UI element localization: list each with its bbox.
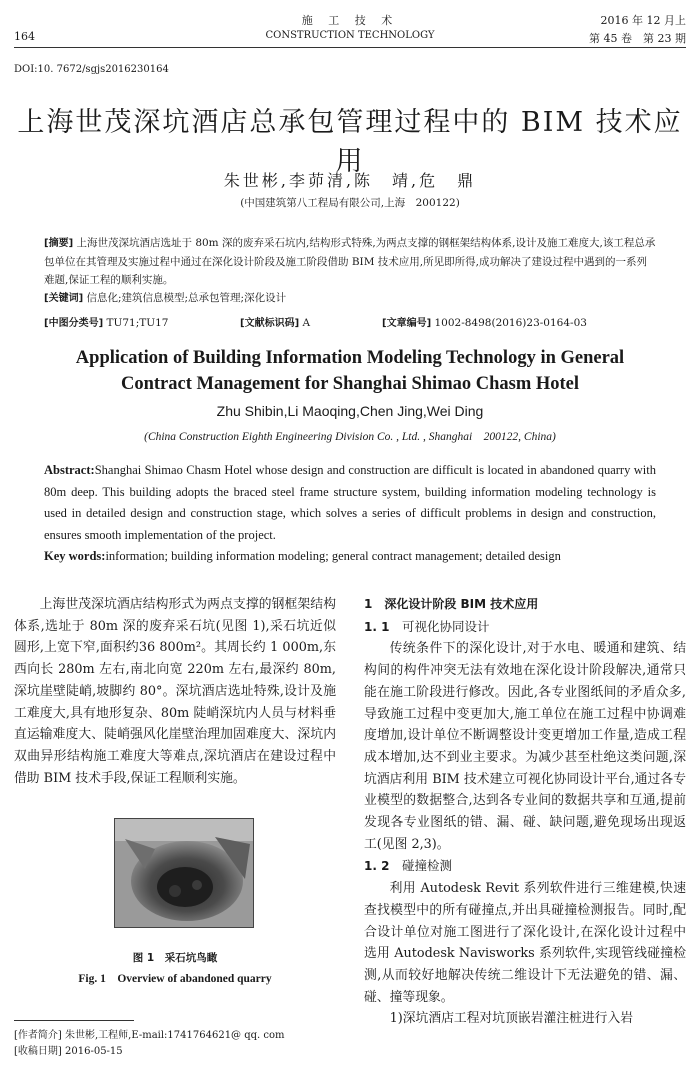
clc-code: [中图分类号] TU71;TU17: [44, 317, 169, 329]
paper-title: 上海世茂深坑酒店总承包管理过程中的 BIM 技术应用: [17, 107, 683, 177]
subsection-1-1-heading: 1. 1 可视化协同设计: [364, 618, 490, 634]
page-number: 164: [14, 30, 35, 43]
quarry-photo-illustration: [115, 819, 254, 928]
journal-name-cn: 施 工 技 术: [301, 14, 399, 27]
figure-caption-en: Fig. 1 Overview of abandoned quarry: [78, 973, 272, 985]
subsection-1-2-heading: 1. 2 碰撞检测: [364, 858, 452, 874]
document-code: [文献标识码] A: [240, 317, 311, 329]
footnote-divider: [14, 1020, 134, 1021]
footnote-author: [作者简介] 朱世彬,工程师,E-mail:1741764621@ qq. com: [14, 1030, 285, 1041]
journal-name-en: CONSTRUCTION TECHNOLOGY: [265, 30, 435, 41]
abstract-en-text: Shanghai Shimao Chasm Hotel whose design and construction are difficult is located in abandoned quarry with 80m deep. This building adopts the braced steel frame structure system, building information modeling technology is used in detailed design and construction stage, which solves a series of difficult problems in design and construction, ensures smooth implementation of the project.: [44, 463, 656, 542]
authors-en: Zhu Shibin,Li Maoqing,Chen Jing,Wei Ding: [216, 403, 484, 419]
footnote-received: [收稿日期] 2016-05-15: [14, 1046, 123, 1057]
quarry-aerial-photo: [114, 818, 254, 928]
figure-caption-cn: 图 1 采石坑鸟瞰: [132, 952, 218, 964]
affiliation-en: (China Construction Eighth Engineering Division Co. , Ltd. , Shanghai 200122, China): [144, 431, 556, 443]
paper-title-en: Application of Building Information Modeling Technology in General Contract Management for Shanghai Shimao Chasm Hotel: [75, 348, 625, 394]
article-number: [文章编号] 1002-8498(2016)23-0164-03: [382, 317, 587, 329]
abstract-en-label: Abstract:: [44, 463, 95, 477]
doi: DOI:10. 7672/sgjs2016230164: [14, 64, 169, 75]
keywords-en-text: information; building information modeling; general contract management; detailed design: [105, 549, 561, 563]
keywords-cn-text: 信息化;建筑信息模型;总承包管理;深化设计: [86, 292, 287, 304]
subsection-1-2-paragraph: 利用 Autodesk Revit 系列软件进行三维建模,快速查找模型中的所有碰撞点,并出具碰撞检测报告。同时,配合设计单位对施工图进行了深化设计,在深化设计过程中选用 Autodesk Navisworks 系列软件,实现管线碰撞检测,从而较好地解决传统二维设计下无法避免的错、漏、碰、撞等现象。: [364, 881, 686, 1005]
issue-date: 2016 年 12 月上: [600, 14, 686, 27]
intro-paragraph: 上海世茂深坑酒店结构形式为两点支撑的钢框架结构体系,选址于 80m 深的废弃采石坑(见图 1),采石坑近似圆形,上宽下窄,面积约36 800m²。其周长约 1 000m,东西向长 280m 左右,南北向宽 220m 左右,最深约 80m,深坑崖壁陡峭,坡脚约 80°。深坑酒店选址特殊,设计及施工难度大,具有地形复杂、80m 陡峭深坑内人员与材料垂直运输难度大、陡峭强风化崖壁治理加固难度大、深坑内双曲异形结构施工难度大等难点,深坑酒店在建设过程中借助 BIM 技术手段,保证工程顺利实施。: [14, 597, 336, 786]
authors: 朱世彬,李茆清,陈 靖,危 鼎: [223, 171, 477, 190]
abstract-cn-label: [摘要]: [44, 238, 74, 249]
affiliation: (中国建筑第八工程局有限公司,上海 200122): [240, 197, 460, 209]
abstract-cn-text: 上海世茂深坑酒店选址于 80m 深的废弃采石坑内,结构形式特殊,为两点支撑的钢框架结构体系,设计及施工难度大,该工程总承包单位在其管理及实施过程中通过在深化设计阶段及施工阶段借助 BIM 技术应用,所见即所得,成功解决了建设过程中遇到的一系列难题,保证工程的顺利实施。: [44, 237, 656, 286]
keywords-cn-label: [关键词]: [44, 293, 84, 304]
body-left-column: [14, 594, 336, 789]
keywords-en-label: Key words:: [44, 549, 106, 563]
volume-issue: 第 45 卷 第 23 期: [589, 32, 686, 45]
section-1-heading: 1 深化设计阶段 BIM 技术应用: [364, 597, 539, 611]
running-header: [14, 10, 686, 48]
abstract-en: [44, 460, 656, 568]
body-right-column: [364, 594, 686, 1030]
list-item-1: 1)深坑酒店工程对坑顶嵌岩灌注桩进行入岩: [389, 1011, 634, 1027]
abstract-cn: [44, 234, 656, 308]
subsection-1-1-paragraph: 传统条件下的深化设计,对于水电、暖通和建筑、结构间的构件冲突无法有效地在深化设计阶段解决,通常只能在施工阶段进行修改。因此,各专业图纸间的矛盾众多,导致施工过程中变更加大,施工单位在施工过程中协调难度增加,设计单位不断调整设计变更增加工作量,造成工程成本增加,达不到业主要求。为减少甚至杜绝这类问题,深坑酒店利用 BIM 技术建立可视化协同设计平台,通过各专业模型的数据整合,达到各专业间的数据共享和互通,提前发现各专业图纸的错、漏、碰、缺问题,避免现场出现返工(见图 2,3)。: [364, 641, 686, 852]
